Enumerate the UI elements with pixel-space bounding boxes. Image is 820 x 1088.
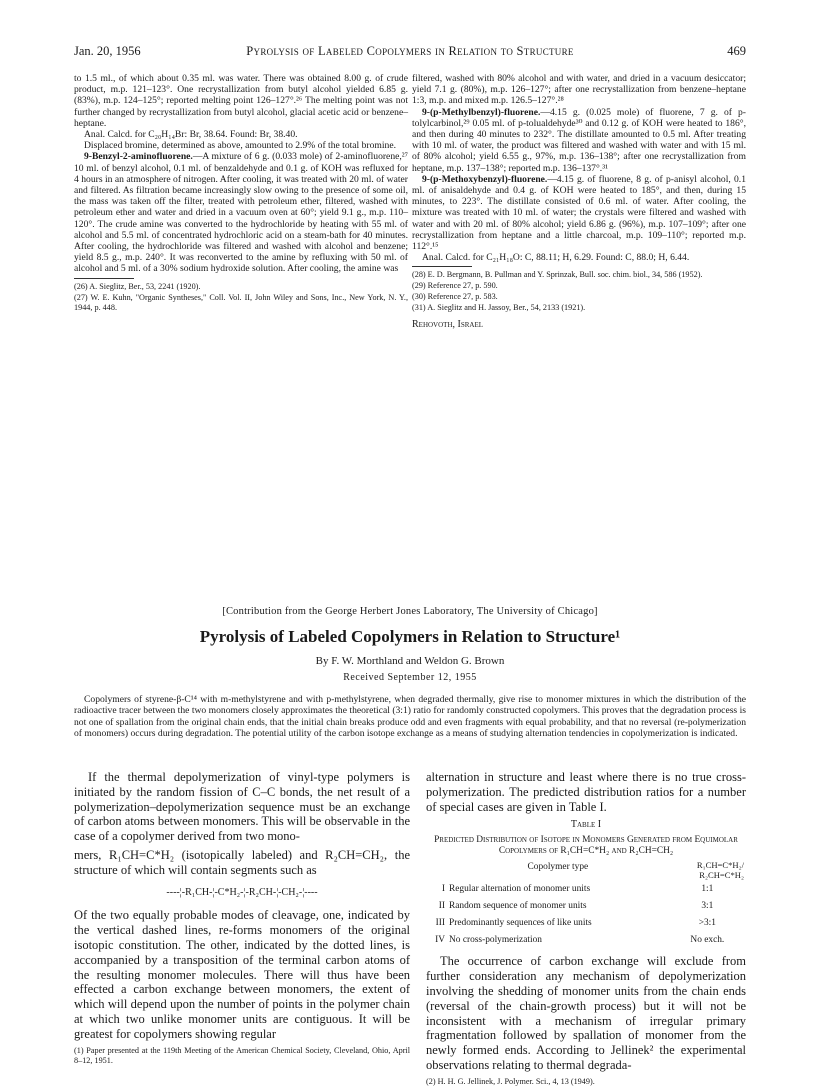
- prev-article-right-column: [412, 73, 746, 331]
- header-running-title: Pyrolysis of Labeled Copolymers in Relation to Structure: [246, 44, 574, 58]
- footnote-31: (31) A. Sieglitz and H. Jassoy, Ber., 54, 2133 (1921).: [412, 303, 586, 313]
- header-page-number: 469: [727, 44, 746, 58]
- running-header: [74, 44, 746, 60]
- header-date: Jan. 20, 1956: [74, 44, 141, 58]
- compound-heading: 9-(p-Methylbenzyl)-fluorene.: [422, 106, 541, 118]
- received-date: Received September 12, 1955: [343, 672, 477, 683]
- abstract: Copolymers of styrene-β-C¹⁴ with m-methylstyrene and with p-methylstyrene, when degraded thermally, give rise to monomer mixtures in which the distribution of the radioactive tracer between the two monomers closely approximates the theoretical (3:1) ratio for randomly constructed copolymers. This proves that the degradation process is not one of spallation from the original chain ends, that the initial chain breaks produce odd and even fragments with equal probability, and that no reversal (re-polymerization of monomers) occurs during degradation. The potential utility of the carbon isotope exchange as a means of studying alternation tendencies in copolymerization is indicated.: [74, 694, 746, 739]
- intro-paragraph: If the thermal depolymerization of vinyl-type polymers is initiated by the random fission of C–C bonds, the net result of a polymerization–depolymerization sequence must be an exchange of carbon atoms between monomers. This will be observable in the case of a copolymer derived from two mono-: [74, 770, 410, 844]
- header-copolymer-type: Copolymer type: [527, 862, 589, 873]
- footnote-26: (26) A. Sieglitz, Ber., 53, 2241 (1920).: [74, 281, 201, 291]
- footnotes: [426, 1077, 746, 1087]
- contribution-line: [Contribution from the George Herbert Jones Laboratory, The University of Chicago]: [222, 606, 598, 617]
- footnotes: [74, 1046, 410, 1066]
- cleavage-paragraph: Of the two equally probable modes of cleavage, one, indicated by the vertical dashed lines, re-forms monomers of the original isotopic constitution. The other, indicated by the dotted lines, is accompanied by a transposition of the terminal carbon atoms of the resulting monomer molecules. There will thus have been effected a carbon exchange between monomers, the extent of which will depend upon the number of points in the polymer chain at which two unlike monomer units are contiguous. It will be greatest for copolymers showing regular: [74, 908, 410, 1041]
- polymer-segment-formula: ----¦-R₁CH-¦-C*H₂-¦-R₂CH-¦-CH₂-¦----: [166, 886, 318, 898]
- footnote-rule: [412, 266, 472, 267]
- footnote-rule: [74, 278, 134, 279]
- paragraph: The occurrence of carbon exchange will exclude from further consideration any mechanism of depolymerization involving the shedding of monomer units from the chain ends (reversal of the chain-growth process) but it will not be inconsistent with a mechanism of irregular primary fragmentation followed by spallation of monomer from the newly formed ends. According to Jellinek² the experimental observations relating to thermal degrada-: [426, 954, 746, 1072]
- footnote-30: (30) Reference 27, p. 583.: [412, 292, 498, 302]
- table-row: III Predominantly sequences of like units >3:1: [435, 917, 716, 928]
- prev-article-left-column: [74, 73, 408, 314]
- footnotes: [412, 270, 746, 313]
- paragraph: to 1.5 ml., of which about 0.35 ml. was water. There was obtained 8.00 g. of crude product, m.p. 121–123°. One recrystallization from butyl alcohol yielded 6.85 g. (83%), m.p. 124–125°; reported melting point 126–127°.²⁶ The melting point was not further changed by recrystallization from butyl alcohol, glacial acetic acid or benzene–heptane.: [74, 73, 408, 129]
- table-label: Table I: [570, 819, 602, 831]
- compound-heading: 9-Benzyl-2-aminofluorene.: [84, 151, 193, 163]
- procedure-paragraph: 9-(p-Methoxybenzyl)-fluorene.—4.15 g. of fluorene, 8 g. of p-anisyl alcohol, 0.1 ml. of anisaldehyde and 0.4 g. of KOH were heated to 185°, and then, during 15 minutes, to 223°. The distillate consisted of 0.6 ml. of water. After cooling, the mixture was treated with 10 ml. of water; the crystals were filtered and washed with water and with 20 ml. of 80% alcohol; yield 6.86 g. (96%), m.p. 107–109°; after one recrystallization from heptane and a little charcoal, m.p. 109–110°; reported m.p. 112°.¹⁵: [412, 173, 746, 253]
- procedure-paragraph: 9-Benzyl-2-aminofluorene.—A mixture of 6 g. (0.033 mole) of 2-aminofluorene,²⁷ 10 ml. of benzyl alcohol, 0.1 ml. of benzaldehyde and 0.1 g. of KOH was refluxed for 4 hours in an atmosphere of nitrogen. After cooling, it was treated with 20 ml. of water and filtered. As filtration became increasingly slow owing to the presence of some oil, the mass was taken off the filter, treated with petroleum ether, filtered, washed with petroleum ether and water and dried in a vacuum oven at 60°; yield 9.1 g., m.p. 110–120°. The crude amine was converted to the hydrochloride by heating with 55 ml. of alcohol and 5.5 ml. of concentrated hydrochloric acid on a steam-bath for 40 minutes. After cooling, the hydrochloride was filtered and washed with alcohol and benzene; yield 8.5 g., m.p. 240°. It was reconverted to the amine by refluxing with 50 ml. of alcohol and 5 ml. of a 30% sodium hydroxide solution. After cooling, the amine was: [74, 151, 408, 275]
- authors: By F. W. Morthland and Weldon G. Brown: [315, 655, 505, 667]
- table-row: I Regular alternation of monomer units 1:1: [441, 884, 714, 895]
- paragraph: Displaced bromine, determined as above, amounted to 2.9% of the total bromine.: [84, 140, 396, 152]
- body-left-column: [74, 770, 410, 1067]
- table-row: II Random sequence of monomer units 3:1: [438, 900, 714, 911]
- institution-location: Rehovoth, Israel: [412, 319, 483, 331]
- header-ratio: R₁CH=C*H₂/ R₂CH=C*H₂: [696, 860, 744, 881]
- footnote-1: (1) Paper presented at the 119th Meeting of the American Chemical Society, Cleveland, Ohio, April 8–12, 1951.: [74, 1045, 410, 1065]
- analysis-paragraph: Anal. Calcd. for C₂₀H₁₄Br: Br, 38.64. Found: Br, 38.40.: [84, 129, 298, 141]
- footnote-27: (27) W. E. Kuhn, "Organic Syntheses," Coll. Vol. II, John Wiley and Sons, Inc., New York, N. Y., 1944, p. 448.: [74, 292, 408, 312]
- distribution-table: [426, 859, 746, 948]
- procedure-paragraph: 9-(p-Methylbenzyl)-fluorene.—4.15 g. (0.025 mole) of fluorene, 7 g. of p-tolylcarbinol,²⁹ 0.05 ml. of p-tolualdehyde³⁰ and 0.12 g. of KOH were heated to 186°, and then during 40 minutes to 232°. The distillate amounted to 0.5 ml. After treating with 10 ml. of water, the product was filtered and washed with water and with 15 ml. of 80% alcohol; yield 6.55 g., 97%, m.p. 136–138°; after one recrystallization from heptane, m.p. 137–138°; reported m.p. 136–137°.³¹: [412, 106, 746, 174]
- compound-heading: 9-(p-Methoxybenzyl)-fluorene.: [422, 173, 548, 185]
- body-right-column: [426, 770, 746, 1088]
- intro-paragraph-continued: mers, R₁CH=C*H₂ (isotopically labeled) and R₂CH=CH₂, the structure of which will contain segments such as: [74, 847, 410, 877]
- footnote-28: (28) E. D. Bergmann, B. Pullman and Y. Sprinzak, Bull. soc. chim. biol., 34, 586 (1952).: [412, 270, 703, 280]
- table-row: IV No cross-polymerization No exch.: [435, 934, 725, 945]
- analysis-paragraph: Anal. Calcd. for C₂₁H₁₈O: C, 88.11; H, 6.29. Found: C, 88.0; H, 6.44.: [422, 252, 690, 264]
- footnote-2: (2) H. H. G. Jellinek, J. Polymer. Sci., 4, 13 (1949).: [426, 1076, 595, 1086]
- paragraph: alternation in structure and least where there is no true cross-polymerization. The predicted distribution ratios for a number of special cases are given in Table I.: [426, 770, 746, 814]
- table-caption: Predicted Distribution of Isotope in Monomers Generated from Equimolar Copolymers of R₁CH=C*H₂ and R₂CH=CH₂: [434, 835, 738, 857]
- footnote-29: (29) Reference 27, p. 590.: [412, 281, 498, 291]
- article-title: Pyrolysis of Labeled Copolymers in Relation to Structure¹: [199, 627, 621, 646]
- paragraph: filtered, washed with 80% alcohol and with water, and dried in a vacuum desiccator; yield 7.1 g. (80%), m.p. 126–127°; after one recrystallization from benzene–heptane 1:3, m.p. and mixed m.p. 126.5–127°.²⁸: [412, 73, 746, 107]
- footnotes: [74, 282, 408, 313]
- table-header-row: [426, 859, 746, 881]
